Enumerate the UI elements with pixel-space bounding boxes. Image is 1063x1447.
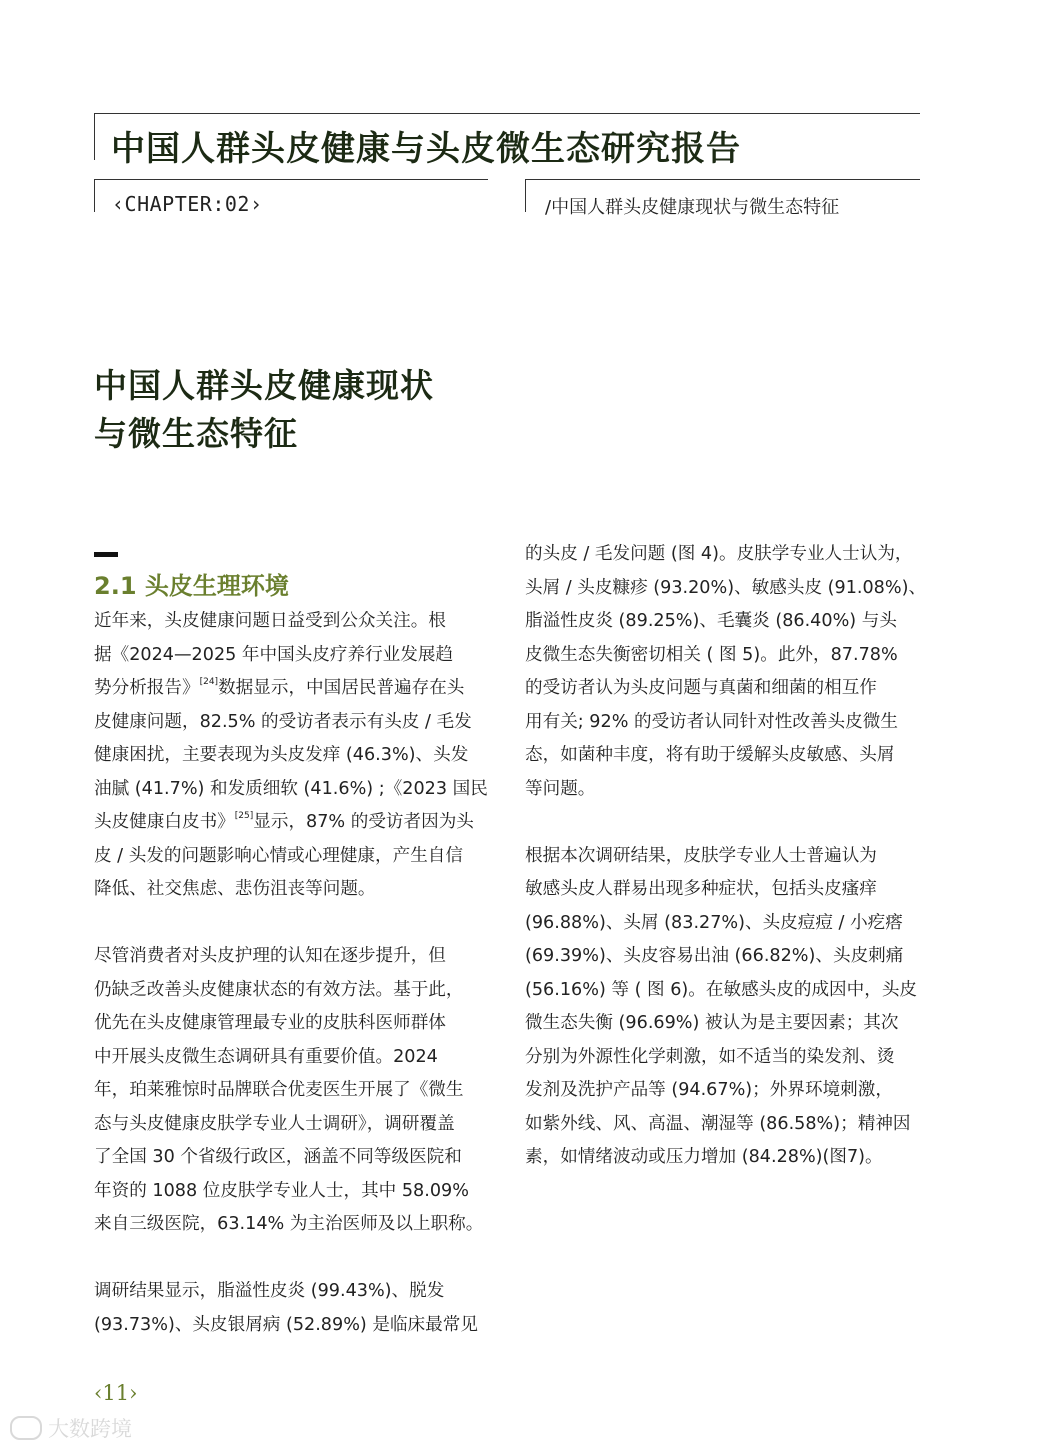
subheading-marker	[94, 552, 118, 557]
text-line: 皮健康问题，82.5% 的受访者表示有头皮 / 毛发	[94, 711, 472, 732]
text-line: 如紫外线、风、高温、潮湿等 (86.58%)；精神因	[525, 1113, 911, 1134]
text-line: 头屑 / 头皮糠疹 (93.20%)、敏感头皮 (91.08%)、	[525, 577, 927, 598]
left-column	[94, 605, 488, 1342]
text-line: 优先在头皮健康管理最专业的皮肤科医师群体	[94, 1013, 446, 1033]
text-line: 中开展头皮微生态调研具有重要价值。2024	[94, 1046, 438, 1067]
text-line: 尽管消费者对头皮护理的认知在逐步提升，但	[94, 946, 446, 966]
text-line: (93.73%)、头皮银屑病 (52.89%) 是临床最常见	[94, 1314, 478, 1335]
chapter-rule-left	[94, 179, 95, 212]
text-line: 微生态失衡 (96.69%) 被认为是主要因素；其次	[525, 1013, 899, 1033]
text-line: 敏感头皮人群易出现多种症状，包括头皮瘙痒	[525, 879, 877, 899]
text-line: 降低、社交焦虑、悲伤沮丧等问题。	[94, 879, 376, 899]
text-line: 油腻 (41.7%) 和发质细软 (41.6%) ;《2023 国民	[94, 778, 488, 799]
chapter-label: ‹CHAPTER:02›	[112, 192, 263, 216]
page-number: ‹11›	[94, 1381, 138, 1405]
text-line: 用有关; 92% 的受访者认同针对性改善头皮微生	[525, 711, 898, 732]
watermark-text: 大数跨境	[48, 1417, 132, 1441]
text-line: (56.16%) 等 ( 图 6)。在敏感头皮的成因中，头皮	[525, 979, 918, 1000]
text-line: 了全国 30 个省级行政区，涵盖不同等级医院和	[94, 1147, 462, 1167]
text-line: 脂溢性皮炎 (89.25%)、毛囊炎 (86.40%) 与头	[525, 611, 897, 631]
citation: [25]	[234, 811, 254, 821]
right-column	[525, 538, 927, 1175]
text-line: 年资的 1088 位皮肤学专业人士，其中 58.09%	[94, 1180, 469, 1201]
section-rule-left	[525, 179, 526, 212]
text-line: 仍缺乏改善头皮健康状态的有效方法。基于此，	[94, 979, 464, 1000]
text-line: 分别为外源性化学刺激，如不适当的染发剂、烫	[525, 1046, 895, 1067]
section-rule-top	[525, 179, 920, 180]
text-line: 年，珀莱雅惊时品牌联合优麦医生开展了《微生	[94, 1080, 464, 1100]
chapter-heading-line: 与微生态特征	[94, 414, 298, 453]
text-line: 皮 / 头发的问题影响心情或心理健康，产生自信	[94, 845, 463, 866]
chapter-rule-top	[94, 179, 488, 180]
section-label: /中国人群头皮健康现状与微生态特征	[545, 197, 840, 218]
text-line: 根据本次调研结果，皮肤学专业人士普遍认为	[525, 845, 877, 866]
text-line: 态与头皮健康皮肤学专业人士调研》，调研覆盖	[94, 1113, 455, 1134]
text-line: 等问题。	[525, 778, 596, 799]
subsection-heading: 2.1 头皮生理环境	[94, 572, 289, 600]
text-line: (69.39%)、头皮容易出油 (66.82%)、头皮刺痛	[525, 946, 904, 966]
text-line: 头皮健康白皮书》[25]显示，87% 的受访者因为头	[94, 811, 474, 832]
report-title: 中国人群头皮健康与头皮微生态研究报告	[111, 129, 741, 169]
text-line: 健康困扰，主要表现为头皮发痒 (46.3%)、头发	[94, 745, 469, 765]
watermark-logo-icon	[10, 1416, 42, 1440]
header-rule-left	[94, 113, 95, 160]
text-line: 来自三级医院，63.14% 为主治医师及以上职称。	[94, 1214, 484, 1234]
chapter-heading-line: 中国人群头皮健康现状	[94, 366, 434, 405]
text-line: 据《2024—2025 年中国头皮疗养行业发展趋	[94, 644, 454, 665]
text-line: 皮微生态失衡密切相关 ( 图 5)。此外，87.78%	[525, 644, 898, 665]
text-line: 的受访者认为头皮问题与真菌和细菌的相互作	[525, 678, 877, 698]
text-line: 发剂及洗护产品等 (94.67%)；外界环境刺激，	[525, 1080, 893, 1100]
text-line: 势分析报告》[24]数据显示，中国居民普遍存在头	[94, 677, 465, 698]
text-line: (96.88%)、头屑 (83.27%)、头皮痘痘 / 小疙瘩	[525, 912, 903, 933]
text-line: 的头皮 / 毛发问题 (图 4)。皮肤学专业人士认为，	[525, 544, 913, 564]
text-line: 素，如情绪波动或压力增加 (84.28%)(图7)。	[525, 1147, 883, 1167]
citation: [24]	[199, 677, 219, 687]
text-line: 态，如菌种丰度，将有助于缓解头皮敏感、头屑	[525, 745, 895, 765]
watermark	[10, 1413, 132, 1443]
chapter-heading	[94, 362, 434, 458]
header-rule-top	[94, 113, 920, 114]
text-line: 近年来，头皮健康问题日益受到公众关注。根	[94, 611, 446, 631]
text-line: 调研结果显示，脂溢性皮炎 (99.43%)、脱发	[94, 1281, 445, 1301]
